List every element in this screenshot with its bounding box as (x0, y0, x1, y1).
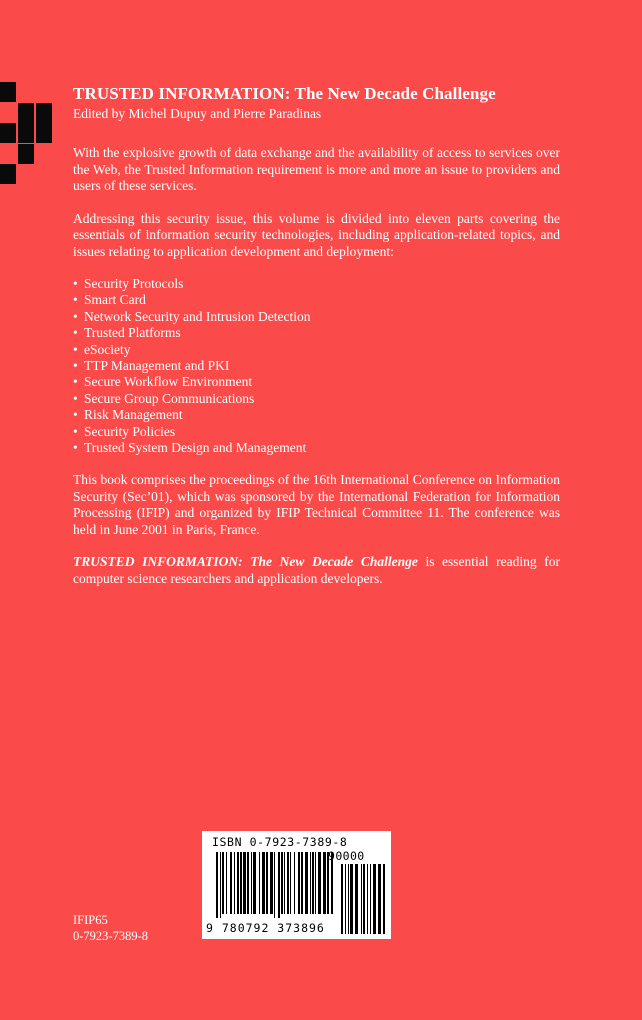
proceedings-paragraph: This book comprises the proceedings of the 16th International Conference on Information Security (Sec’01), which was sponsored by the International Federation for Information Processing (IFIP) and organized by IFIP Technical Committee 11. The conference was held in June 2001 in Paris, France. (73, 472, 560, 537)
book-editors: Edited by Michel Dupuy and Pierre Paradinas (73, 106, 322, 121)
list-item: • Network Security and Intrusion Detection (73, 309, 560, 325)
closing-paragraph (73, 554, 560, 587)
barcode-bar (226, 852, 227, 914)
cover-text (73, 83, 560, 587)
barcode-bar (284, 852, 285, 914)
barcode-bar (378, 864, 381, 934)
barcode-bar (259, 852, 260, 914)
list-item: • Trusted Platforms (73, 325, 560, 341)
list-item: • Security Policies (73, 424, 560, 440)
barcode-bar (274, 852, 275, 918)
barcode-bar (230, 852, 232, 914)
barcode-bar (266, 852, 268, 914)
barcode-bar (251, 852, 252, 914)
barcode-bar (298, 852, 300, 914)
barcode-bar (310, 852, 311, 914)
checker-pattern-decoration (0, 82, 56, 186)
barcode-bar (305, 852, 308, 914)
checker-square (36, 103, 52, 123)
barcode-bar (355, 864, 358, 934)
series-info (73, 912, 148, 944)
barcode-bar (348, 864, 349, 934)
barcode-bar (350, 864, 353, 934)
barcode-bar (262, 852, 265, 914)
book-title: TRUSTED INFORMATION: The New Decade Challenge (73, 84, 496, 103)
closing-text: is essential reading for computer science researchers and application developers. (73, 554, 560, 586)
checker-square (36, 123, 52, 143)
barcode-bar (290, 852, 291, 914)
barcode-bar (345, 864, 346, 934)
barcode-bar (270, 852, 273, 914)
barcode-bar (222, 852, 224, 914)
barcode-bar (318, 852, 321, 914)
list-item: • TTP Management and PKI (73, 358, 560, 374)
list-item: • Secure Group Communications (73, 391, 560, 407)
series-code: IFIP65 (73, 913, 108, 927)
barcode-bar (383, 864, 385, 934)
series-isbn: 0-7923-7389-8 (73, 929, 148, 943)
checker-square (0, 82, 16, 102)
checker-square (18, 123, 34, 143)
barcode-bar (323, 852, 326, 914)
checker-square (18, 103, 34, 123)
barcode-bar (281, 852, 283, 914)
list-item: • Security Protocols (73, 276, 560, 292)
addon-barcode (341, 864, 385, 934)
barcode-bar (278, 852, 280, 918)
barcode-bar (216, 852, 218, 918)
barcode-bar (370, 864, 371, 934)
intro-paragraph: With the explosive growth of data exchange and the availability of access to services over the Web, the Trusted Information requirement is more and more an issue to providers and users of these services. (73, 145, 560, 193)
barcode-bar (373, 864, 376, 934)
barcode-bar (253, 852, 256, 914)
barcode-bar (312, 852, 314, 914)
topics-list (73, 276, 560, 456)
checker-square (0, 123, 16, 143)
barcode-bar (294, 852, 295, 914)
barcode-bar (363, 864, 365, 934)
barcode-bar (367, 864, 368, 934)
barcode-bar (301, 852, 303, 914)
isbn-barcode-label (202, 831, 391, 939)
barcode-bar (237, 852, 239, 914)
barcode-bar (361, 864, 362, 934)
checker-square (0, 164, 16, 184)
barcode-bar (243, 852, 246, 914)
price-code: 90000 (328, 849, 365, 863)
list-item: • Trusted System Design and Management (73, 440, 560, 456)
barcode-bar (315, 852, 316, 914)
barcode-bar (341, 864, 343, 934)
checker-square (18, 144, 34, 164)
barcode-bar (234, 852, 235, 914)
barcode-bar (287, 852, 289, 914)
list-item: • Smart Card (73, 292, 560, 308)
barcode-bar (220, 852, 221, 918)
isbn-label: ISBN 0-7923-7389-8 (212, 835, 348, 849)
closing-book-title: TRUSTED INFORMATION: The New Decade Challenge (73, 554, 418, 570)
list-item: • eSociety (73, 342, 560, 358)
barcode-bar (247, 852, 249, 914)
list-item: • Risk Management (73, 407, 560, 423)
list-item: • Secure Workflow Environment (73, 374, 560, 390)
barcode-bar (240, 852, 242, 914)
ean-number: 9 780792 373896 (206, 921, 325, 935)
ean-barcode (216, 852, 336, 918)
addressing-paragraph: Addressing this security issue, this volume is divided into eleven parts covering the essentials of information security technologies, including application-related topics, and issues relating to application development and deployment: (73, 210, 560, 259)
